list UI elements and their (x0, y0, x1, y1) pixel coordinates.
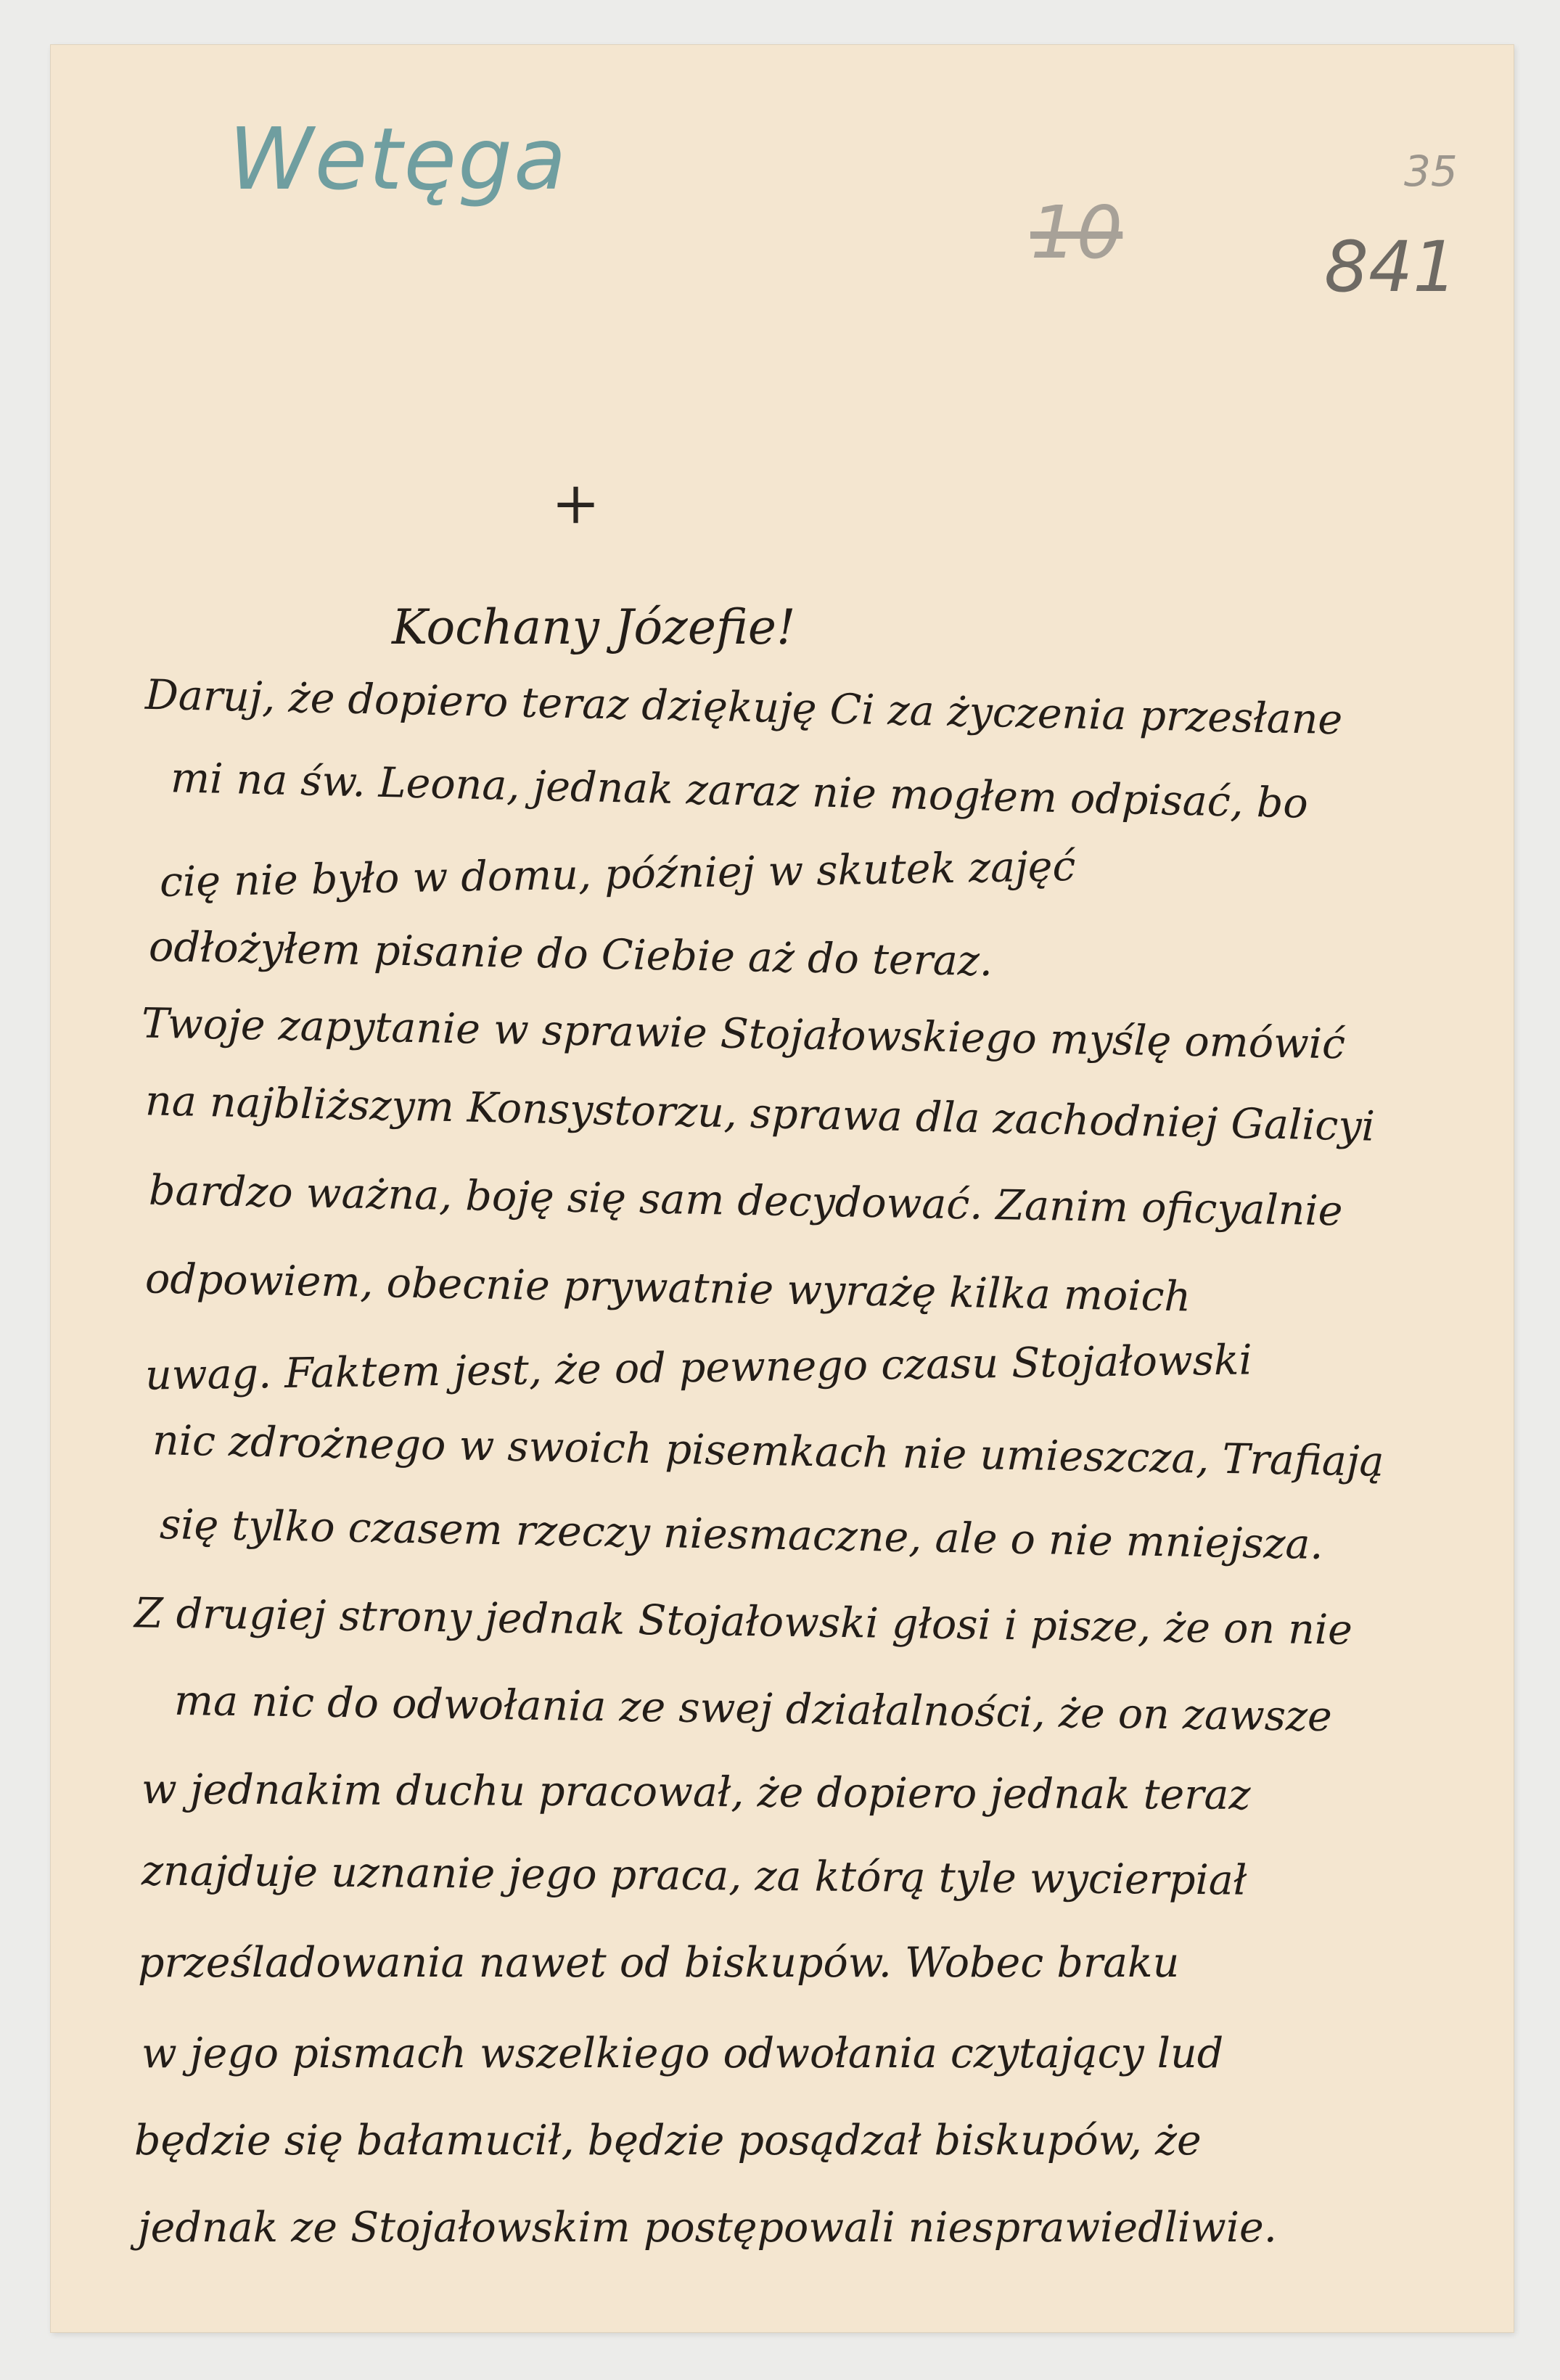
body-line: mi na św. Leona, jednak zaraz nie mogłem odpisać, bo (170, 754, 1309, 828)
body-line: Daruj, że dopiero teraz dziękuję Ci za życzenia przesłane (144, 670, 1343, 744)
archive-note-blue: Wetęga (229, 109, 568, 209)
body-line: w jednakim duchu pracował, że dopiero jednak teraz (141, 1765, 1251, 1820)
body-line: cię nie było w domu, później w skutek zajęć (159, 842, 1076, 907)
body-line: znajduje uznanie jego praca, za którą tyle wycierpiał (141, 1847, 1247, 1905)
body-line: bardzo ważna, boję się sam decydować. Zanim oficyalnie (148, 1166, 1344, 1236)
body-line: prześladowania nawet od biskupów. Wobec braku (138, 1939, 1180, 1987)
body-line: uwag. Faktem jest, że od pewnego czasu Stojałowski (144, 1336, 1253, 1400)
archive-note-small: 35 (1404, 147, 1458, 196)
body-line: się tylko czasem rzeczy niesmaczne, ale o nie mniejsza. (159, 1501, 1324, 1569)
letter-body (51, 45, 1514, 2332)
body-line: ma nic do odwołania ze swej działalności, że on zawsze (173, 1676, 1333, 1741)
body-line: będzie się bałamucił, będzie posądzał biskupów, że (134, 2117, 1202, 2164)
body-line: w jego pismach wszelkiego odwołania czytający lud (141, 2030, 1224, 2077)
body-line: na najbliższym Konsystorzu, sprawa dla zachodniej Galicyi (144, 1077, 1376, 1151)
body-line: odpowiem, obecnie prywatnie wyrażę kilka moich (144, 1255, 1191, 1321)
body-line: Z drugiej strony jednak Stojałowski głosi i pisze, że on nie (134, 1589, 1353, 1654)
cross-symbol: + (551, 469, 601, 537)
body-line: nic zdrożnego w swoich pisemkach nie umieszcza, Trafiają (152, 1416, 1385, 1486)
archive-note-crossed: 10 (1030, 190, 1123, 275)
body-line: odłożyłem pisanie do Ciebie aż do teraz. (148, 922, 993, 986)
letter-sheet (51, 45, 1514, 2332)
archive-note-number: 841 (1324, 226, 1458, 308)
salutation: Kochany Józefie! (392, 599, 796, 655)
body-line: Twoje zapytanie w sprawie Stojałowskiego myślę omówić (141, 999, 1346, 1069)
body-line: jednak ze Stojałowskim postępowali niesprawiedliwie. (138, 2204, 1277, 2252)
